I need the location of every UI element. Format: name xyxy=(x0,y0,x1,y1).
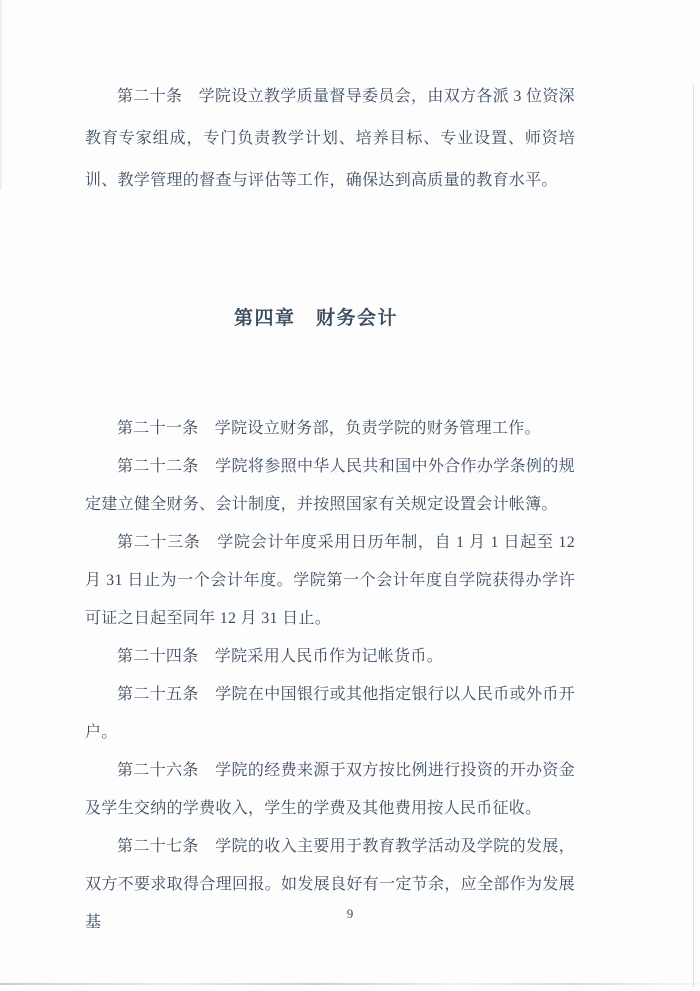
scan-bottom-edge-artifact xyxy=(0,983,700,985)
scan-left-edge-artifact xyxy=(0,0,2,190)
article-paragraph: 第二十七条 学院的收入主要用于教育教学活动及学院的发展，双方不要求取得合理回报。如发展良好有一定节余，应全部作为发展基 xyxy=(85,838,575,931)
article-paragraph: 第二十五条 学院在中国银行或其他指定银行以人民币或外币开户。 xyxy=(85,686,575,741)
article-paragraph: 第二十条 学院设立教学质量督导委员会，由双方各派 3 位资深教育专家组成，专门负责教学计划、培养目标、专业设置、师资培训、教学管理的督查与评估等工作，确保达到高质量的教育水平。 xyxy=(85,88,575,189)
scan-right-edge-artifact xyxy=(693,85,694,987)
article-paragraph: 第二十三条 学院会计年度采用日历年制，自 1 月 1 日起至 12 月 31 日止为一个会计年度。学院第一个会计年度自学院获得办学许可证之日起至同年 12 月 31 日止。 xyxy=(85,534,575,627)
article-paragraph: 第二十一条 学院设立财务部，负责学院的财务管理工作。 xyxy=(117,420,541,437)
page-number: 9 xyxy=(346,906,354,921)
chapter-heading: 第四章 财务会计 xyxy=(233,308,398,329)
article-paragraph: 第二十二条 学院将参照中华人民共和国中外合作办学条例的规定建立健全财务、会计制度，并按照国家有关规定设置会计帐簿。 xyxy=(85,458,575,513)
document-body xyxy=(85,76,575,942)
article-paragraph: 第二十四条 学院采用人民币作为记帐货币。 xyxy=(117,648,444,665)
article-paragraph: 第二十六条 学院的经费来源于双方按比例进行投资的开办资金及学生交纳的学费收入，学生的学费及其他费用按人民币征收。 xyxy=(85,762,575,817)
